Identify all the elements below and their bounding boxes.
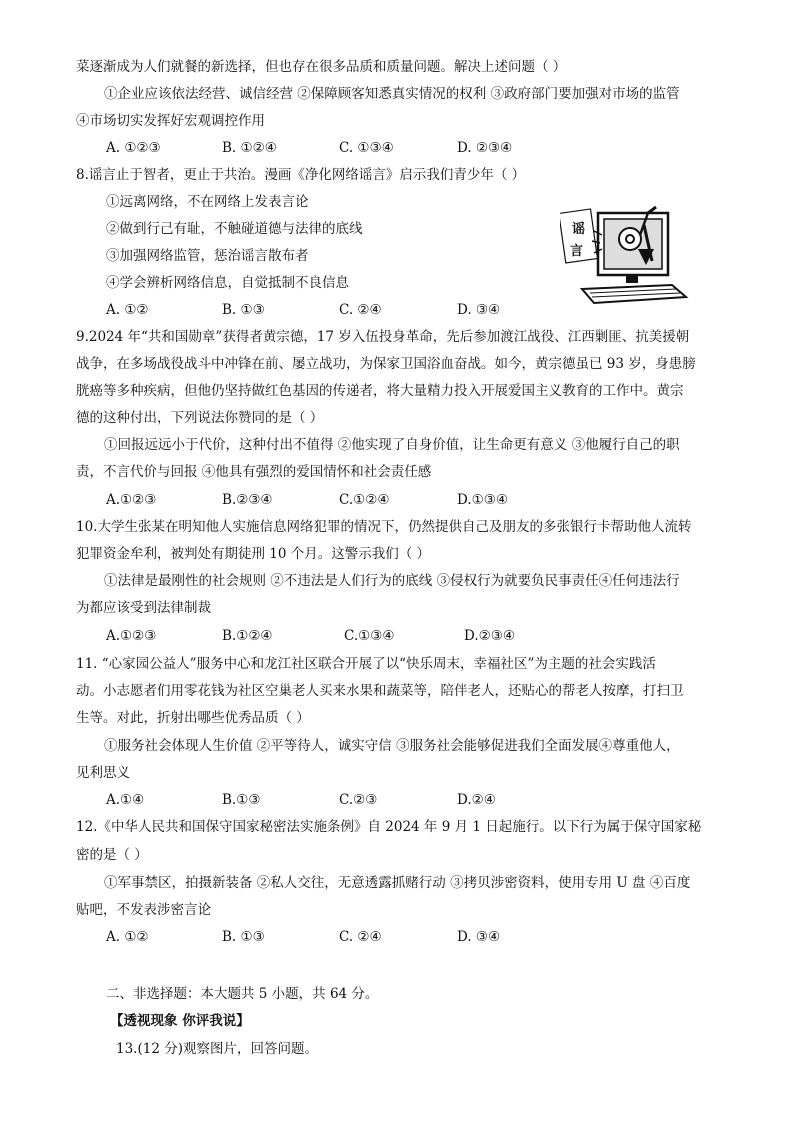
q13-stem: 13.(12 分)观察图片，回答问题。 <box>116 1041 318 1057</box>
q11-stem-line3: 生等。对此，折射出哪些优秀品质（ ） <box>76 710 310 726</box>
q9-items-line1: ①回报远远小于代价，这种付出不值得 ②他实现了自身价值，让生命更有意义 ③他履行自己的职 <box>104 437 680 453</box>
cartoon-char-yao: 谣 <box>572 222 586 237</box>
q9-stem-line3: 胱癌等多种疾病，但他仍坚持做红色基因的传递者，将大量精力投入开展爱国主义教育的工作中。黄宗 <box>76 383 684 399</box>
q11-option-c: C.②③ <box>339 792 378 808</box>
section2-subheading: 【透视现象 你评我说】 <box>110 1013 250 1029</box>
q9-option-c: C.①②④ <box>339 492 390 508</box>
q7-option-a: A. ①②③ <box>106 140 161 156</box>
q7-option-c: C. ①③④ <box>339 140 394 156</box>
q10-stem-line1: 10.大学生张某在明知他人实施信息网络犯罪的情况下，仍然提供自己及朋友的多张银行卡帮助他人流转 <box>76 519 692 535</box>
q10-option-c: C.①③④ <box>344 628 395 644</box>
q8-item-1: ①远离网络，不在网络上发表言论 <box>106 194 309 210</box>
q10-option-d: D.②③④ <box>464 628 515 644</box>
q9-option-a: A.①②③ <box>106 492 157 508</box>
q12-option-a: A. ①② <box>106 929 149 945</box>
q7-option-b: B. ①②④ <box>222 140 277 156</box>
cartoon-rumor-computer-image <box>560 205 690 305</box>
q11-option-b: B.①③ <box>222 792 261 808</box>
q9-stem-line2: 战争，在多场战役战斗中冲锋在前、屡立战功，为保家卫国浴血奋战。如今，黄宗德虽已 93 岁，身患膀 <box>76 356 696 372</box>
q12-stem-line2: 密的是（ ） <box>76 847 148 863</box>
cartoon-char-yan: 言 <box>570 244 584 259</box>
q12-items-line2: 贴吧，不发表涉密言论 <box>76 902 211 918</box>
q8-option-a: A. ①② <box>106 302 149 318</box>
q10-option-a: A.①②③ <box>106 628 157 644</box>
q11-stem-line2: 动。小志愿者们用零花钱为社区空巢老人买来水果和蔬菜等，陪伴老人，还贴心的帮老人按摩，打扫卫 <box>76 683 684 699</box>
q12-option-d: D. ③④ <box>457 929 501 945</box>
q9-option-b: B.②③④ <box>222 492 273 508</box>
q7-items-line1: ①企业应该依法经营、诚信经营 ②保障顾客知悉真实情况的权利 ③政府部门要加强对市场的监管 <box>104 86 680 102</box>
q8-item-4: ④学会辨析网络信息，自觉抵制不良信息 <box>106 275 349 291</box>
q7-items-line2: ④市场切实发挥好宏观调控作用 <box>76 113 265 129</box>
q12-option-c: C. ②④ <box>339 929 382 945</box>
q10-items-line2: 为都应该受到法律制裁 <box>76 600 211 616</box>
section2-heading: 二、非选择题：本大题共 5 小题，共 64 分。 <box>106 986 379 1002</box>
q9-option-d: D.①③④ <box>457 492 508 508</box>
q12-items-line1: ①军事禁区，拍摄新装备 ②私人交往，无意透露抓赌行动 ③拷贝涉密资料，使用专用 U 盘 ④百度 <box>104 875 691 891</box>
q7-stem: 菜逐渐成为人们就餐的新选择，但也存在很多品质和质量问题。解决上述问题（ ） <box>76 59 567 75</box>
q11-items-line2: 见利思义 <box>76 765 130 781</box>
q10-items-line1: ①法律是最刚性的社会规则 ②不违法是人们行为的底线 ③侵权行为就要负民事责任④任何违法行 <box>104 573 680 589</box>
q8-item-2: ②做到行己有耻，不触碰道德与法律的底线 <box>106 221 363 237</box>
q10-stem-line2: 犯罪资金牟利，被判处有期徒刑 10 个月。这警示我们（ ） <box>76 546 431 562</box>
q12-stem-line1: 12.《中华人民共和国保守国家秘密法实施条例》自 2024 年 9 月 1 日起施行。以下行为属于保守国家秘 <box>76 819 702 835</box>
q8-stem: 8.谣言止于智者，更止于共治。漫画《净化网络谣言》启示我们青少年（ ） <box>76 167 526 183</box>
q11-items-line1: ①服务社会体现人生价值 ②平等待人，诚实守信 ③服务社会能够促进我们全面发展④尊重他人， <box>104 738 680 754</box>
keyboard-shape <box>582 285 686 303</box>
q8-option-b: B. ①③ <box>222 302 265 318</box>
q9-stem-line1: 9.2024 年“共和国勋章”获得者黄宗德，17 岁入伍投身革命，先后参加渡江战役、江西剿匪、抗美援朝 <box>76 329 690 345</box>
q11-option-a: A.①④ <box>106 792 145 808</box>
q8-item-3: ③加强网络监管，惩治谣言散布者 <box>106 248 309 264</box>
q10-option-b: B.①②④ <box>222 628 273 644</box>
q9-stem-line4: 德的这种付出，下列说法你赞同的是（ ） <box>76 410 324 426</box>
q8-option-d: D. ③④ <box>457 302 501 318</box>
q7-option-d: D. ②③④ <box>457 140 513 156</box>
q11-stem-line1: 11. “心家园公益人”服务中心和龙江社区联合开展了以“快乐周末，幸福社区”为主题的社会实践活 <box>76 656 656 672</box>
q9-items-line2: 责，不言代价与回报 ④他具有强烈的爱国情怀和社会责任感 <box>76 464 432 480</box>
q11-option-d: D.②④ <box>457 792 496 808</box>
q12-option-b: B. ①③ <box>222 929 265 945</box>
q8-option-c: C. ②④ <box>339 302 382 318</box>
at-sign-icon <box>619 228 641 250</box>
